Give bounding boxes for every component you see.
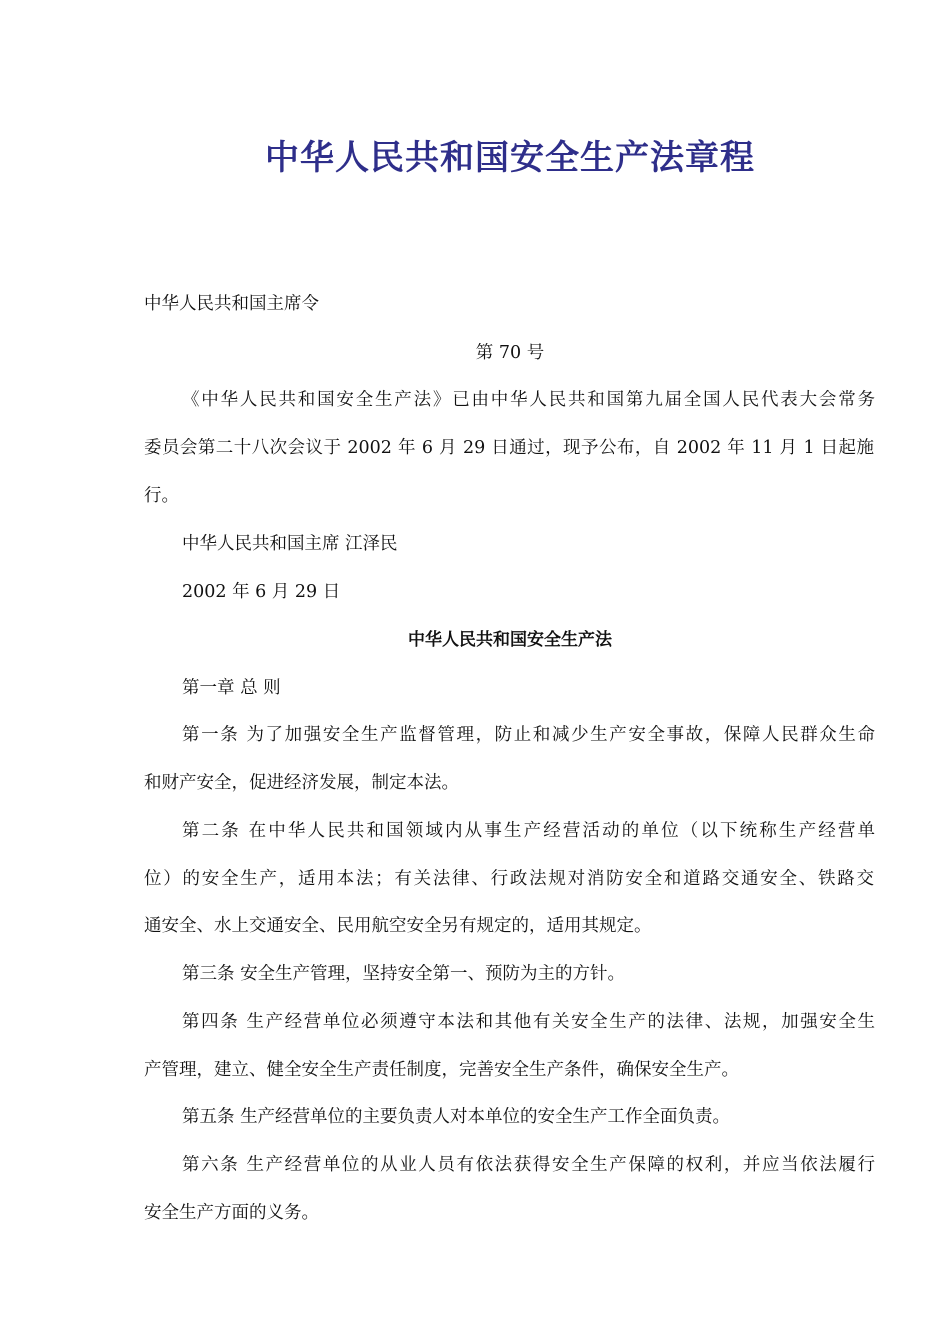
article-4-line-1: 第四条 生产经营单位必须遵守本法和其他有关安全生产的法律、法规，加强安全生 <box>182 1012 875 1032</box>
article-2-line-1: 第二条 在中华人民共和国领域内从事生产经营活动的单位（以下统称生产经营单 <box>182 821 875 841</box>
article-4-line-2: 产管理，建立、健全安全生产责任制度，完善安全生产条件，确保安全生产。 <box>144 1060 739 1080</box>
chapter-heading: 第一章 总 则 <box>182 678 281 698</box>
announcement-line-1: 《中华人民共和国安全生产法》已由中华人民共和国第九届全国人民代表大会常务 <box>182 390 875 410</box>
article-6-line-1: 第六条 生产经营单位的从业人员有依法获得安全生产保障的权利，并应当依法履行 <box>182 1155 875 1175</box>
announcement-line-3: 行。 <box>144 486 179 506</box>
order-number: 第 70 号 <box>475 343 545 363</box>
order-heading: 中华人民共和国主席令 <box>144 294 319 314</box>
article-2-line-2: 位）的安全生产，适用本法；有关法律、行政法规对消防安全和道路交通安全、铁路交 <box>144 869 874 889</box>
document-title: 中华人民共和国安全生产法章程 <box>265 138 755 178</box>
article-3-line-1: 第三条 安全生产管理，坚持安全第一、预防为主的方针。 <box>182 964 626 984</box>
date: 2002 年 6 月 29 日 <box>182 582 341 602</box>
signature: 中华人民共和国主席 江泽民 <box>182 534 398 554</box>
article-1-line-1: 第一条 为了加强安全生产监督管理，防止和减少生产安全事故，保障人民群众生命 <box>182 725 875 745</box>
article-1-line-2: 和财产安全，促进经济发展，制定本法。 <box>144 773 459 793</box>
announcement-line-2: 委员会第二十八次会议于 2002 年 6 月 29 日通过，现予公布，自 2002 年 11 月 1 日起施 <box>144 438 874 458</box>
article-6-line-2: 安全生产方面的义务。 <box>144 1203 319 1223</box>
law-title: 中华人民共和国安全生产法 <box>408 630 612 650</box>
article-2-line-3: 通安全、水上交通安全、民用航空安全另有规定的，适用其规定。 <box>144 916 652 936</box>
article-5-line-1: 第五条 生产经营单位的主要负责人对本单位的安全生产工作全面负责。 <box>182 1107 731 1127</box>
